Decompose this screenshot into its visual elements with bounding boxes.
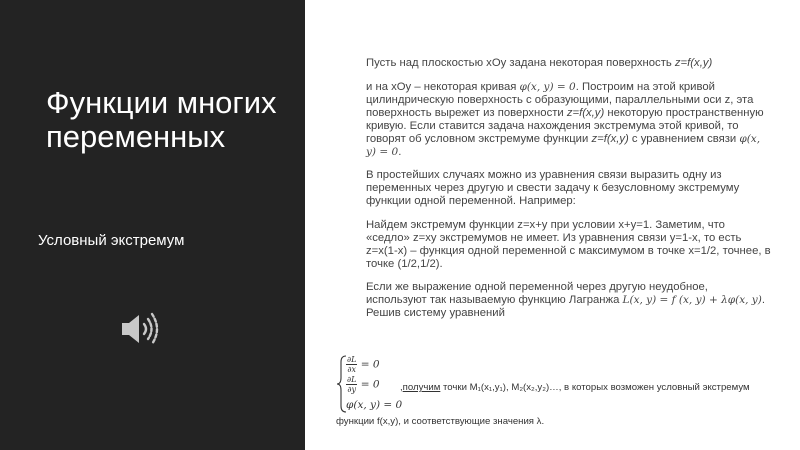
footer-text: функции f(x,y), и соответствующие значения λ. bbox=[336, 416, 545, 427]
speaker-icon[interactable] bbox=[118, 308, 164, 350]
paragraph-2: и на xOy – некоторая кривая φ(x, y) = 0. Построим на этой кривой цилиндрическую поверхность с образующими, параллельными оси z, эта поверхность вырежет из поверхности z=f(x,y) некоторую пространственную кривую. Если ставится задача нахождения экстремума этой кривой, то говорят об условном экстремуме функции z=f(x,y) с уравнением связи φ(x, y) = 0. bbox=[366, 80, 764, 158]
points-text: ,получим точки M₁(x₁,y₁), M₂(x₂,y₂)…, в которых возможен условный экстремум bbox=[400, 382, 750, 393]
equation-dl-dx: $\frac{\partial L}{\partial x}$ = 0 bbox=[347, 355, 380, 374]
paragraph-4: Найдем экстремум функции z=x+y при условии x+y=1. Заметим, что «седло» z=xy экстремумов не имеет. Из уравнения связи y=1-x, то есть z=x(1-x) – функция одной переменной с максимумом в точке x=1/2, точнее, в точке (1/2,1/2). bbox=[366, 218, 771, 270]
paragraph-1: Пусть над плоскостью xOy задана некоторая поверхность z=f(x,y) bbox=[366, 57, 713, 69]
equation-constraint: φ(x, y) = 0 bbox=[346, 399, 403, 411]
equation-system bbox=[336, 354, 796, 414]
slide-body bbox=[366, 57, 771, 331]
title-panel bbox=[0, 0, 305, 450]
equation-dl-dy: $\frac{\partial L}{\partial y}$ = 0 bbox=[347, 375, 380, 394]
slide-title: Функции многих переменных bbox=[46, 85, 277, 154]
paragraph-5: Если же выражение одной переменной через другую неудобное, используют так называемую функцию Лагранжа L(x, y) = f (x, y) + λφ(x, y). Решив систему уравнений bbox=[366, 281, 765, 319]
paragraph-3: В простейших случаях можно из уравнения связи выразить одну из переменных через другую и свести задачу к безусловному экстремуму функции одной переменной. Например: bbox=[366, 169, 740, 207]
slide-subtitle: Условный экстремум bbox=[38, 232, 185, 249]
